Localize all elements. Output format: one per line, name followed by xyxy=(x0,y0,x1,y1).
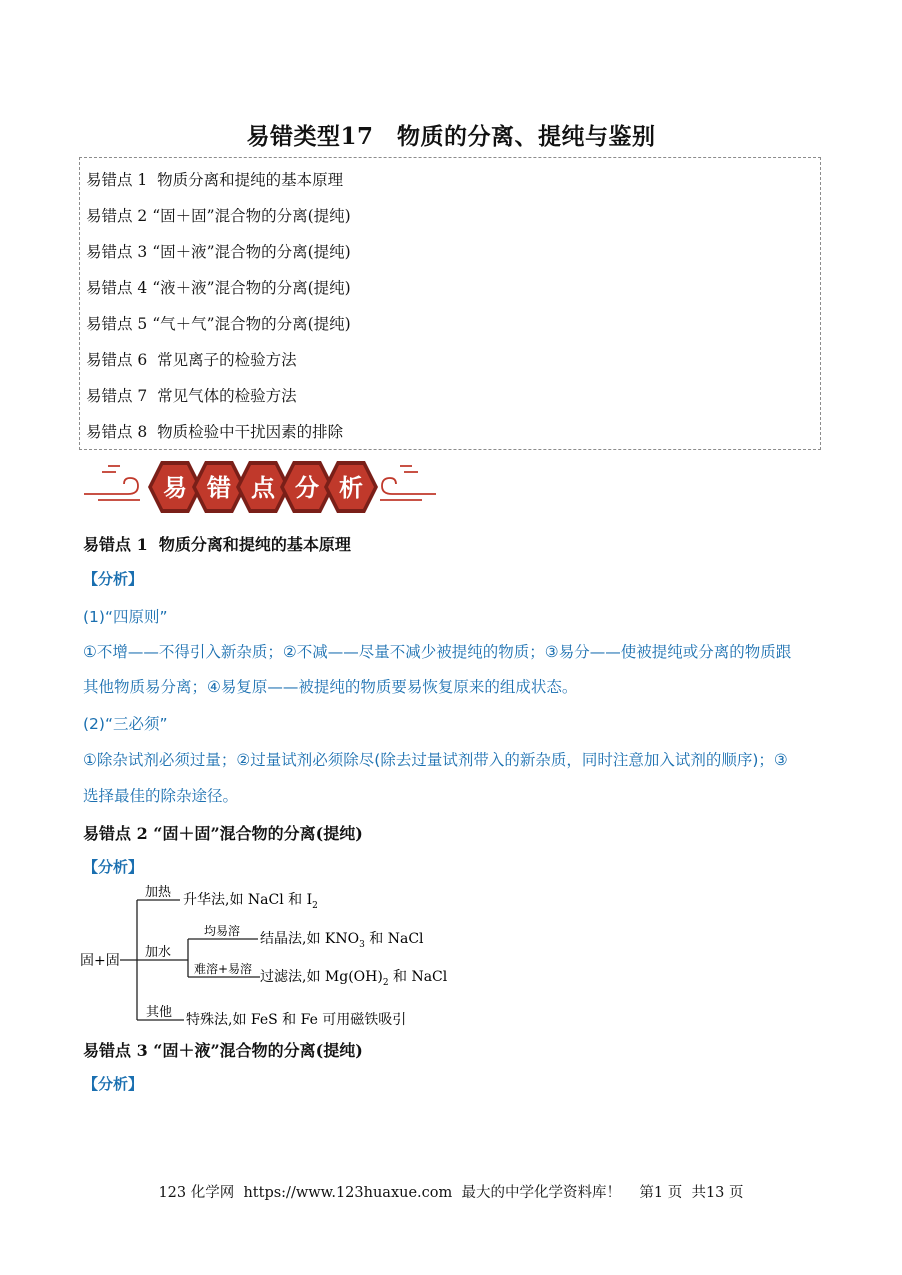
banner-char: 析 xyxy=(339,473,363,502)
section2-heading: 易错点 2 “固＋固”混合物的分离(提纯) xyxy=(83,824,363,843)
banner-char: 点 xyxy=(251,473,275,502)
diagram-sub1-label: 均易溶 xyxy=(204,924,241,938)
section3-heading: 易错点 3 “固＋液”混合物的分离(提纯) xyxy=(83,1041,363,1060)
other-result: 特殊法,如 FeS 和 Fe 可用磁铁吸引 xyxy=(186,1012,407,1028)
musts-label: (2)“三必须” xyxy=(83,715,168,733)
toc-item: 易错点 7 常见气体的检验方法 xyxy=(86,387,297,405)
solid-solid-separation-diagram xyxy=(80,880,460,1030)
musts-text: ①除杂试剂必须过量；②过量试剂必须除尽(除去过量试剂带入的新杂质，同时注意加入试剂的顺序)；③ xyxy=(83,751,788,769)
sub2-result: 过滤法,如 $Mg(OH)_2$ 和 NaCl xyxy=(260,969,448,988)
toc-item: 易错点 1 物质分离和提纯的基本原理 xyxy=(86,171,344,189)
section3-analysis-label: 【分析】 xyxy=(83,1075,144,1093)
diagram-branch-water: 加水 xyxy=(145,945,172,960)
toc-item: 易错点 2 “固＋固”混合物的分离(提纯) xyxy=(86,207,351,225)
diagram-branch-other: 其他 xyxy=(146,1005,173,1020)
diagram-root: 固+固 xyxy=(80,953,120,969)
diagram-sub2-label: 难溶+易溶 xyxy=(194,962,253,976)
section1-analysis-label: 【分析】 xyxy=(83,570,144,588)
section2-analysis-label: 【分析】 xyxy=(83,858,144,876)
toc-item: 易错点 5 “气＋气”混合物的分离(提纯) xyxy=(86,315,351,333)
toc-item: 易错点 6 常见离子的检验方法 xyxy=(86,351,297,369)
analysis-banner xyxy=(80,458,440,516)
banner-left-deco xyxy=(84,466,140,500)
diagram-branch-heat: 加热 xyxy=(145,885,172,900)
principles-label: (1)“四原则” xyxy=(83,608,168,626)
banner-right-deco xyxy=(380,466,436,500)
banner-char: 错 xyxy=(207,473,231,502)
banner-char: 分 xyxy=(295,473,319,502)
banner-hexagons xyxy=(148,461,378,513)
sub1-result: 结晶法,如 $KNO_3$ 和 NaCl xyxy=(260,931,424,950)
toc-item: 易错点 4 “液＋液”混合物的分离(提纯) xyxy=(86,279,351,297)
musts-text: 选择最佳的除杂途径。 xyxy=(83,787,239,805)
principles-text: ①不增——不得引入新杂质；②不减——尽量不减少被提纯的物质；③易分——使被提纯或分离的物质跟 xyxy=(83,643,792,661)
diagram-lines xyxy=(120,900,260,1020)
toc-box xyxy=(79,157,821,450)
page-title: 易错类型17 物质的分离、提纯与鉴别 xyxy=(246,123,656,150)
toc-item: 易错点 3 “固＋液”混合物的分离(提纯) xyxy=(86,243,351,261)
principles-text: 其他物质易分离；④易复原——被提纯的物质要易恢复原来的组成状态。 xyxy=(83,678,578,696)
section1-heading: 易错点 1 物质分离和提纯的基本原理 xyxy=(83,535,351,554)
heat-result: 升华法,如 NaCl 和 $I_2$ xyxy=(183,892,318,911)
toc-item: 易错点 8 物质检验中干扰因素的排除 xyxy=(86,423,344,441)
banner-char: 易 xyxy=(163,473,187,502)
page-footer: 123 化学网 https://www.123huaxue.com 最大的中学化学资料库！ 第1 页 共13 页 xyxy=(158,1185,744,1201)
